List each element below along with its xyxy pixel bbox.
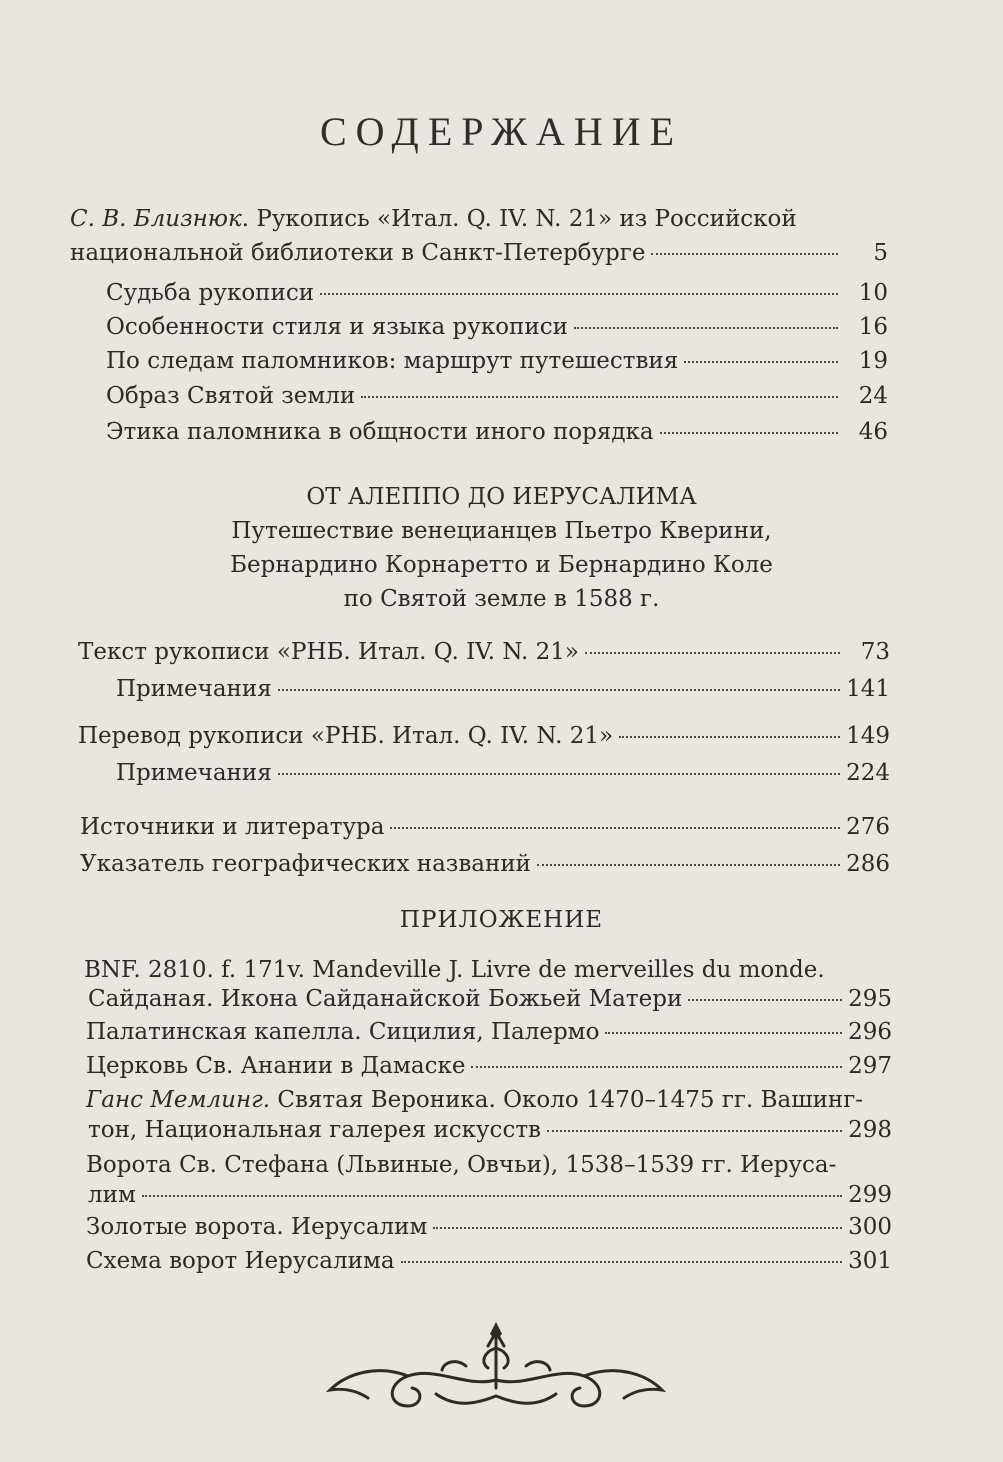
entry-label: Святая Вероника. Около 1470–1475 гг. Вашинг- (270, 1087, 864, 1113)
page-number: 296 (848, 1019, 892, 1045)
entry-label: Перевод рукописи «РНБ. Итал. Q. IV. N. 21» (78, 723, 614, 749)
dot-leader (684, 361, 838, 363)
dot-leader (433, 1227, 842, 1229)
subentry-label: Образ Святой земли (106, 383, 356, 409)
page-number: 298 (848, 1117, 892, 1143)
dot-leader (660, 432, 838, 434)
toc-subentry (116, 674, 890, 704)
dot-leader (278, 773, 840, 775)
dot-leader (537, 864, 840, 866)
dot-leader (361, 396, 838, 398)
toc-subentry (106, 278, 888, 308)
entry-label: Примечания (116, 760, 272, 786)
part-subtitle-line: Путешествие венецианцев Пьетро Кверини, (231, 518, 772, 544)
page-title: СОДЕРЖАНИЕ (319, 109, 684, 154)
dot-leader (585, 652, 840, 654)
entry-label: Схема ворот Иерусалима (86, 1248, 395, 1274)
appendix-entry-line1: Ворота Св. Стефана (Львиные, Овчьи), 1538–1539 гг. Иеруса- (86, 1152, 837, 1178)
appendix-heading: ПРИЛОЖЕНИЕ (399, 907, 604, 933)
appendix-entry-line1 (86, 1085, 863, 1115)
appendix-entry (88, 1180, 892, 1210)
entry-label: Палатинская капелла. Сицилия, Палермо (86, 1019, 600, 1045)
entry-label: Золотые ворота. Иерусалим (86, 1214, 428, 1240)
decorative-ornament-icon (316, 1318, 676, 1418)
page-number: 73 (860, 639, 890, 665)
toc-subentry (106, 346, 888, 376)
subentry-label: Особенности стиля и языка рукописи (106, 314, 568, 340)
intro-title-line2: национальной библиотеки в Санкт-Петербурге (70, 240, 646, 266)
part-subtitle-line: Бернардино Корнаретто и Бернардино Коле (230, 552, 773, 578)
entry-label: Источники и литература (80, 814, 385, 840)
page-number: 149 (846, 723, 890, 749)
dot-leader (651, 253, 838, 255)
dot-leader (605, 1032, 842, 1034)
dot-leader (619, 736, 840, 738)
entry-label: тон, Национальная галерея искусств (88, 1117, 541, 1143)
toc-entry (80, 849, 890, 879)
page-number: 300 (848, 1214, 892, 1240)
dot-leader (390, 827, 840, 829)
toc-subentry (106, 417, 888, 447)
appendix-entry (86, 1017, 892, 1047)
intro-entry-line1 (70, 204, 797, 234)
appendix-entry (86, 1246, 892, 1276)
page-number: 295 (848, 986, 892, 1012)
page-number: 5 (873, 240, 888, 266)
toc-entry (78, 721, 890, 751)
dot-leader (688, 999, 842, 1001)
appendix-entry-line1: BNF. 2810. f. 171v. Mandeville J. Livre de merveilles du monde. (84, 957, 825, 983)
entry-label: лим (88, 1182, 136, 1208)
dot-leader (278, 689, 840, 691)
page-number: 16 (858, 314, 888, 340)
intro-title-line1: . Рукопись «Итал. Q. IV. N. 21» из Российской (241, 206, 797, 232)
dot-leader (547, 1130, 842, 1132)
appendix-entry (88, 984, 892, 1014)
page-number: 299 (848, 1182, 892, 1208)
appendix-entry (86, 1051, 892, 1081)
page-number: 224 (846, 760, 890, 786)
page-number: 276 (846, 814, 890, 840)
toc-entry (78, 637, 890, 667)
entry-author: Ганс Мемлинг. (86, 1087, 271, 1113)
toc-subentry (116, 758, 890, 788)
appendix-entry (88, 1115, 892, 1145)
part-subtitle-line: по Святой земле в 1588 г. (343, 586, 660, 612)
subentry-label: Этика паломника в общности иного порядка (106, 419, 654, 445)
page-number: 10 (858, 280, 888, 306)
dot-leader (471, 1066, 842, 1068)
dot-leader (574, 327, 838, 329)
toc-subentry (106, 381, 888, 411)
page-number: 24 (858, 383, 888, 409)
entry-label: Текст рукописи «РНБ. Итал. Q. IV. N. 21» (78, 639, 580, 665)
page-number: 19 (858, 348, 888, 374)
dot-leader (401, 1261, 842, 1263)
page-number: 286 (846, 851, 890, 877)
entry-label: Указатель географических названий (80, 851, 531, 877)
page-number: 141 (846, 676, 890, 702)
toc-entry (70, 238, 888, 268)
entry-label: Примечания (116, 676, 272, 702)
dot-leader (320, 293, 838, 295)
intro-author: С. В. Близнюк (70, 206, 242, 232)
entry-label: Церковь Св. Анании в Дамаске (86, 1053, 466, 1079)
page-number: 297 (848, 1053, 892, 1079)
entry-label: Сайданая. Икона Сайданайской Божьей Матери (88, 986, 683, 1012)
toc-subentry (106, 312, 888, 342)
dot-leader (142, 1195, 842, 1197)
appendix-entry (86, 1212, 892, 1242)
page-number: 301 (848, 1248, 892, 1274)
subentry-label: Судьба рукописи (106, 280, 315, 306)
toc-entry (80, 812, 890, 842)
part-heading: ОТ АЛЕППО ДО ИЕРУСАЛИМА (306, 484, 697, 510)
subentry-label: По следам паломников: маршрут путешествия (106, 348, 679, 374)
page-number: 46 (858, 419, 888, 445)
